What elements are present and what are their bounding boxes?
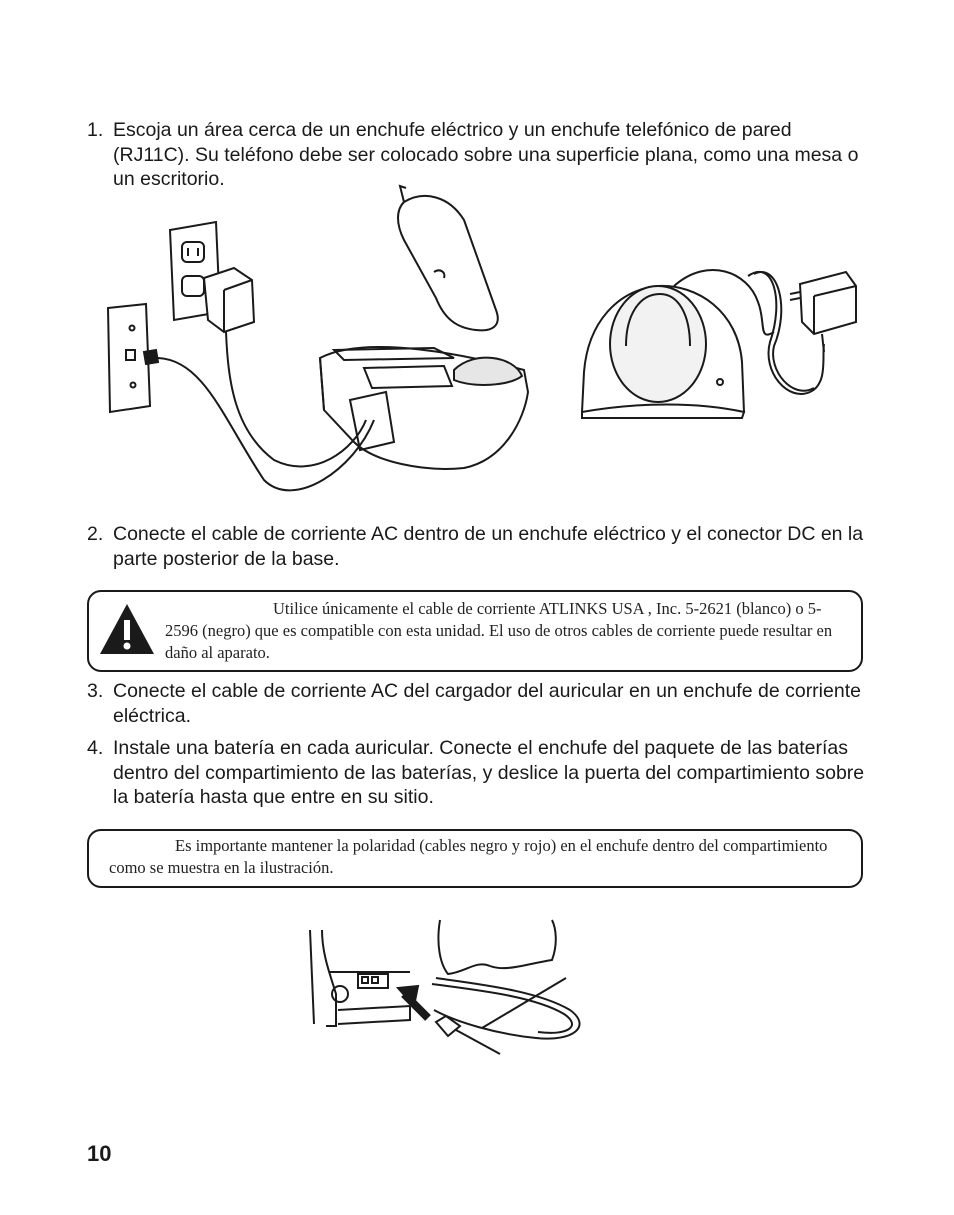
step-text: Instale una batería en cada auricular. Conecte el enchufe del paquete de las baterías dentro del compartimiento de las baterías, y deslice la puerta del compartimiento sobre la batería hasta que entre en su sitio. [113, 737, 865, 808]
step-4 [87, 736, 867, 810]
battery-compartment-illustration [306, 914, 586, 1066]
page-number: 10 [87, 1141, 112, 1166]
warning-triangle-icon [98, 602, 156, 656]
step-text: Conecte el cable de corriente AC del cargador del auricular en un enchufe de corriente eléctrica. [113, 680, 861, 727]
step-text: Conecte el cable de corriente AC dentro de un enchufe eléctrico y el conector DC en la parte posterior de la base. [113, 523, 864, 570]
caution-note-text: Utilice únicamente el cable de corriente ATLINKS USA , Inc. 5-2621 (blanco) o 5-2596 (negro) que es compatible con esta unidad. El uso de otros cables de corriente puede resultar en daño al aparato. [165, 599, 833, 662]
step-number: 4. [87, 737, 104, 759]
step-3 [87, 679, 867, 728]
caution-note-box [87, 590, 863, 672]
step-text: Escoja un área cerca de un enchufe eléctrico y un enchufe telefónico de pared (RJ11C). Su teléfono debe ser colocado sobre una superficie plana, como una mesa o un escritorio. [113, 119, 859, 190]
base-connection-illustration [104, 180, 534, 510]
polarity-note-box [87, 829, 863, 888]
charger-illustration [578, 262, 858, 422]
polarity-note-text: Es importante mantener la polaridad (cables negro y rojo) en el enchufe dentro del compartimiento como se muestra en la ilustración. [109, 836, 828, 877]
step-number: 3. [87, 680, 104, 702]
step-number: 2. [87, 523, 104, 545]
step-number: 1. [87, 119, 104, 141]
step-2 [87, 522, 867, 571]
